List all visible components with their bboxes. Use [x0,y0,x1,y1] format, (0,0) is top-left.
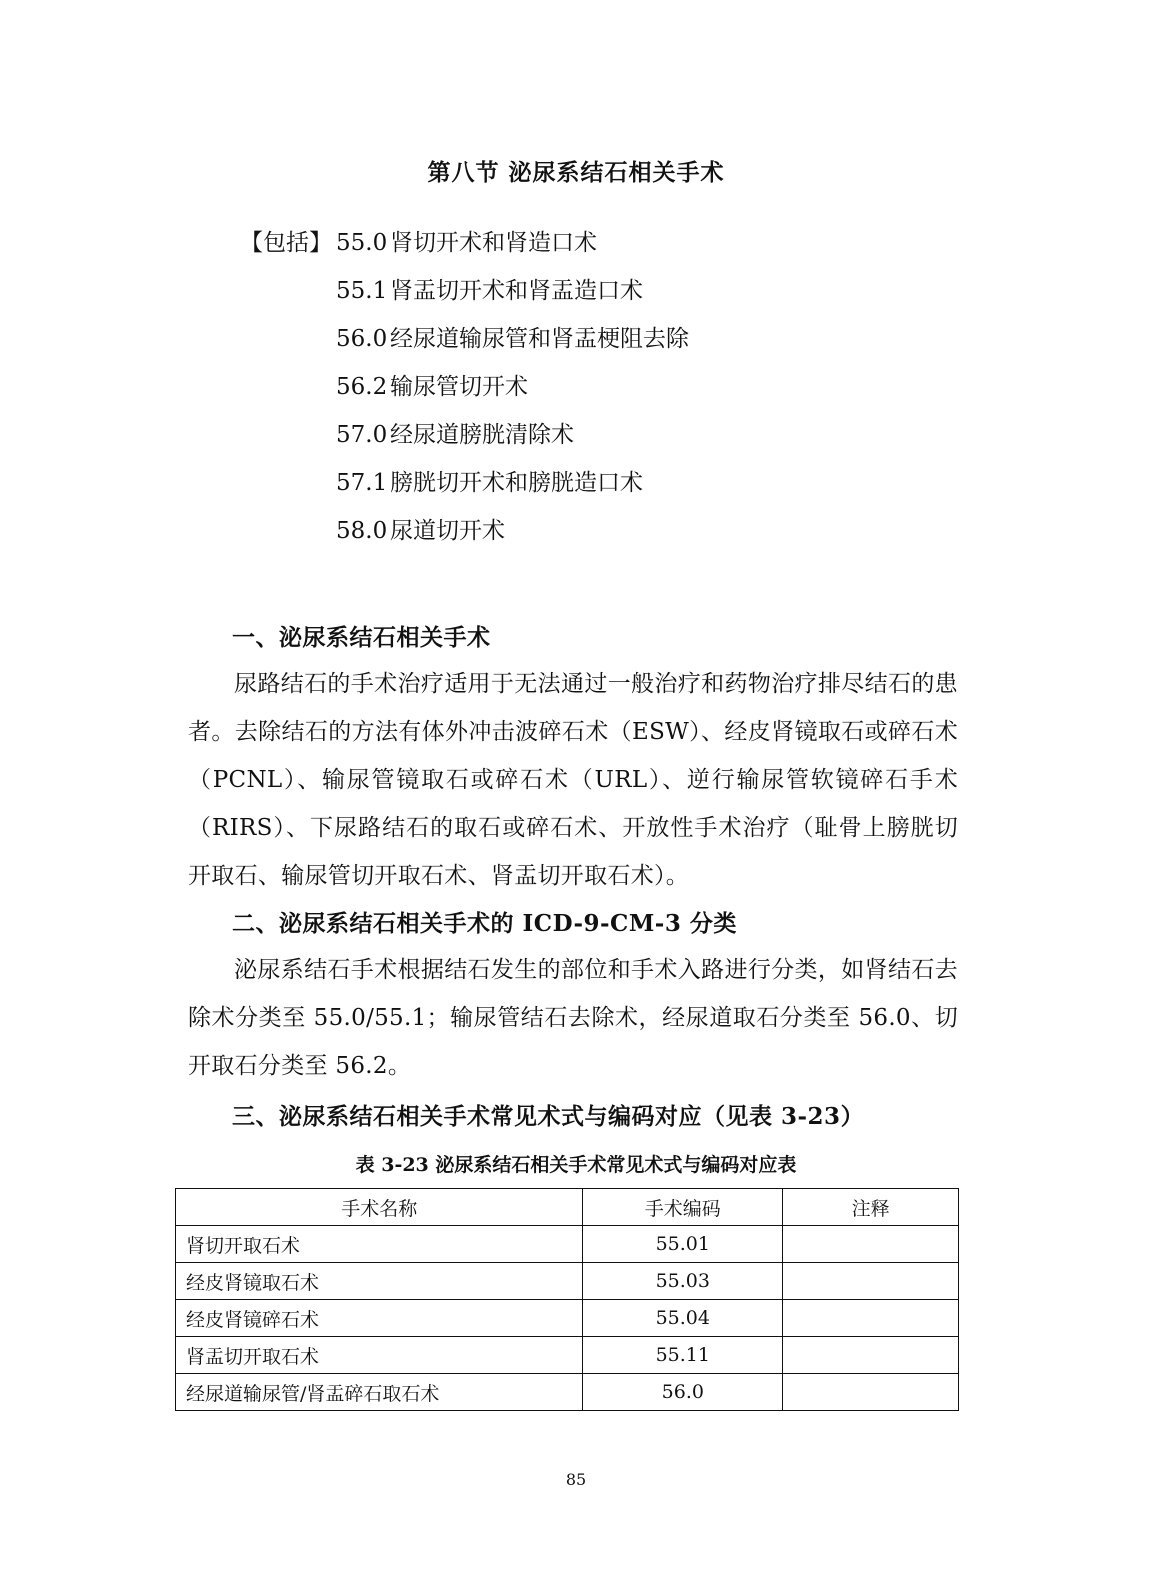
includes-name: 经尿道输尿管和肾盂梗阻去除 [390,326,689,352]
table-row [176,1226,959,1263]
includes-code: 56.0 [336,326,388,352]
section-heading-3: 三、泌尿系结石相关手术常见术式与编码对应（见表 3-23） [232,1103,865,1130]
header-procedure-name: 手术名称 [176,1189,583,1226]
table-caption: 表 3-23 泌尿系结石相关手术常见术式与编码对应表 [355,1154,797,1176]
includes-prefix: 【包括】 [240,230,332,256]
procedure-code-cell: 55.11 [583,1337,783,1374]
procedure-name-cell: 经皮肾镜取石术 [176,1263,583,1300]
procedure-name-cell: 经皮肾镜碎石术 [176,1300,583,1337]
includes-name: 经尿道膀胱清除术 [390,422,574,448]
table-row [176,1374,959,1411]
procedure-code-cell: 56.0 [583,1374,783,1411]
section-heading-2: 二、泌尿系结石相关手术的 ICD-9-CM-3 分类 [232,910,737,937]
includes-name: 输尿管切开术 [390,374,528,400]
procedure-code-cell: 55.01 [583,1226,783,1263]
includes-name: 肾切开术和肾造口术 [390,230,597,256]
procedure-code-cell: 55.04 [583,1300,783,1337]
table-row [176,1300,959,1337]
table-row [176,1337,959,1374]
note-cell [783,1337,959,1374]
page-number: 85 [565,1470,587,1489]
procedure-code-table [175,1188,959,1411]
includes-code: 58.0 [336,518,388,544]
includes-code: 57.0 [336,422,388,448]
includes-code: 57.1 [336,470,388,496]
note-cell [783,1300,959,1337]
includes-code: 55.0 [336,230,388,256]
procedure-name-cell: 肾盂切开取石术 [176,1337,583,1374]
note-cell [783,1374,959,1411]
section-paragraph-1: 尿路结石的手术治疗适用于无法通过一般治疗和药物治疗排尽结石的患者。去除结石的方法有体外冲击波碎石术（ESW）、经皮肾镜取石或碎石术（PCNL）、输尿管镜取石或碎石术（URL）、逆行输尿管软镜碎石手术（RIRS）、下尿路结石的取石或碎石术、开放性手术治疗（耻骨上膀胱切开取石、输尿管切开取石术、肾盂切开取石术）。 [188,671,958,889]
section-heading-1: 一、泌尿系结石相关手术 [232,624,491,651]
procedure-name-cell: 经尿道输尿管/肾盂碎石取石术 [176,1374,583,1411]
includes-code: 56.2 [336,374,388,400]
note-cell [783,1263,959,1300]
includes-name: 肾盂切开术和肾盂造口术 [390,278,643,304]
table-header-row [176,1189,959,1226]
section-title: 第八节 泌尿系结石相关手术 [427,159,725,186]
includes-code: 55.1 [336,278,388,304]
table-row [176,1263,959,1300]
procedure-name-cell: 肾切开取石术 [176,1226,583,1263]
header-note: 注释 [783,1189,959,1226]
includes-name: 尿道切开术 [390,518,505,544]
note-cell [783,1226,959,1263]
procedure-code-cell: 55.03 [583,1263,783,1300]
includes-name: 膀胱切开术和膀胱造口术 [390,470,643,496]
section-paragraph-2: 泌尿系结石手术根据结石发生的部位和手术入路进行分类，如肾结石去除术分类至 55.0/55.1；输尿管结石去除术，经尿道取石分类至 56.0、切开取石分类至 56.2。 [188,957,958,1079]
header-procedure-code: 手术编码 [583,1189,783,1226]
